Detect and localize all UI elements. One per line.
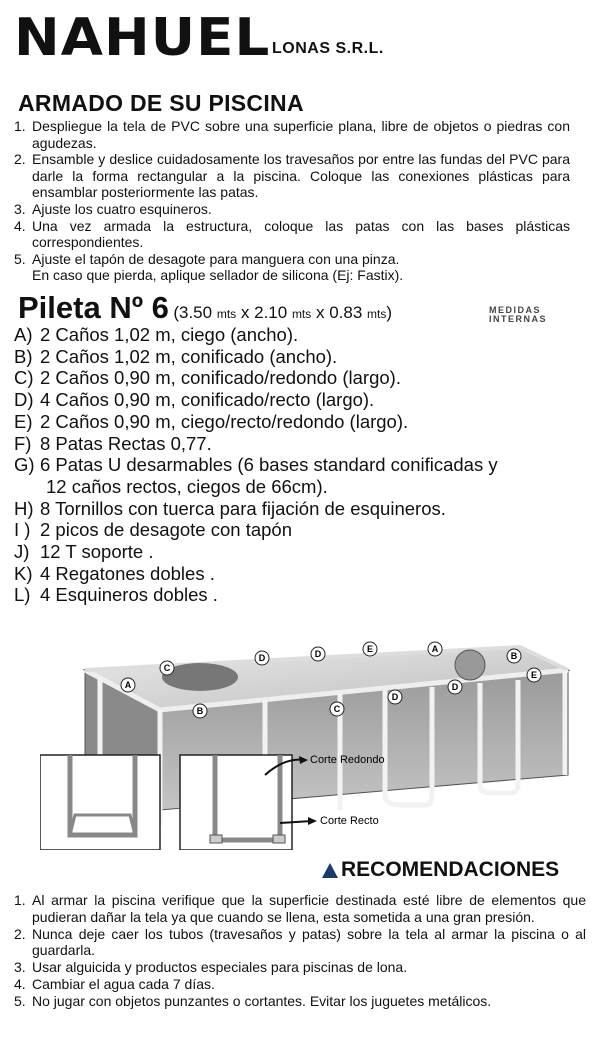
- part-text: 2 Caños 0,90 m, conificado/redondo (largo).: [40, 367, 401, 389]
- marker-label: A: [124, 680, 132, 690]
- list-item: [14, 251, 570, 268]
- reco-number: 5.: [14, 992, 26, 1009]
- arrow-head-icon: [308, 817, 317, 825]
- part-key: K): [14, 562, 33, 584]
- step-number: 2.: [14, 151, 26, 168]
- step-text: Una vez armada la estructura, coloque las patas con las bases plásticas correspondientes.: [32, 217, 570, 251]
- reco-text: Cambiar el agua cada 7 días.: [32, 975, 215, 992]
- marker-c: [330, 702, 344, 716]
- unit: mts: [367, 307, 387, 321]
- marker-label: B: [196, 706, 204, 716]
- part-key: F): [14, 432, 32, 454]
- list-item: [14, 926, 586, 960]
- marker-b: [193, 704, 207, 718]
- list-item: [14, 367, 584, 389]
- step-text: Ensamble y deslice cuidadosamente los travesaños por entre las fundas del PVC para darle la forma rectangular a la piscina. Coloque las conexiones plásticas para ensamblar posteriormente las patas.: [32, 151, 570, 201]
- step-text: Despliegue la tela de PVC sobre una superficie plana, libre de objetos o piedras con agudezas.: [32, 118, 570, 151]
- unit: mts: [291, 307, 312, 321]
- marker-label: D: [451, 682, 459, 692]
- marker-e: [527, 668, 541, 682]
- pileta-dimensions: [173, 303, 392, 322]
- list-item: [14, 433, 584, 455]
- brand-logo: NAHUEL: [14, 8, 271, 68]
- part-key: D): [14, 389, 34, 411]
- list-item: [14, 218, 570, 251]
- list-item: [14, 476, 584, 498]
- triangle-icon: [322, 863, 338, 878]
- list-item: [14, 151, 570, 201]
- reco-text: Usar alguicida y productos especiales para piscinas de lona.: [32, 959, 408, 976]
- marker-label: D: [314, 649, 322, 659]
- pool-illustration: [40, 625, 575, 850]
- list-item: [14, 519, 584, 541]
- part-text: 12 T soporte .: [40, 541, 154, 563]
- marker-c: [160, 661, 174, 675]
- dims-open: (3.50: [173, 303, 217, 322]
- marker-d: [255, 651, 269, 665]
- step-number: 3.: [14, 200, 26, 217]
- list-item: [14, 892, 586, 926]
- list-item: [14, 454, 584, 476]
- part-key: H): [14, 497, 34, 519]
- detail-box-round: [40, 755, 160, 850]
- part-text: 2 Caños 1,02 m, ciego (ancho).: [40, 324, 299, 345]
- marker-label: C: [333, 704, 341, 714]
- part-key: E): [14, 410, 33, 432]
- marker-label: D: [391, 692, 399, 702]
- part-text: 2 Caños 1,02 m, conificado (ancho).: [40, 345, 338, 367]
- parts-list: [14, 324, 584, 606]
- marker-d: [311, 647, 325, 661]
- marker-label: C: [163, 663, 171, 673]
- marker-label: E: [366, 644, 374, 654]
- marker-a: [428, 642, 442, 656]
- detail-box-straight: [180, 755, 292, 850]
- part-text: 8 Tornillos con tuerca para fijación de esquineros.: [40, 497, 446, 519]
- part-key: G): [14, 454, 35, 476]
- dims-x1: x 2.10: [236, 303, 292, 322]
- step-number: 4.: [14, 217, 26, 234]
- marker-label: B: [510, 651, 518, 661]
- reco-text: Al armar la piscina verifique que la superficie destinada esté libre de elementos que pudieran dañar la tela ya que cuando se llena, esta sometida a una gran presión.: [32, 892, 586, 925]
- pileta-heading: [18, 290, 392, 326]
- part-key: L): [14, 584, 31, 606]
- marker-a: [121, 678, 135, 692]
- dims-close: ): [386, 303, 393, 322]
- part-text: 12 caños rectos, ciegos de 66cm).: [46, 475, 328, 497]
- step-number: 1.: [14, 118, 26, 134]
- section-title: ARMADO DE SU PISCINA: [18, 90, 304, 116]
- marker-d: [388, 690, 402, 704]
- medidas-line-1: MEDIDAS: [489, 305, 542, 315]
- recommendations-heading: [322, 858, 559, 882]
- reco-number: 2.: [14, 925, 26, 942]
- marker-b: [507, 649, 521, 663]
- part-text: 6 Patas U desarmables (6 bases standard conificadas y: [40, 454, 498, 476]
- recommendations-title: RECOMENDACIONES: [341, 858, 560, 881]
- part-key: I ): [14, 519, 31, 541]
- dims-x2: x 0.83: [311, 303, 368, 322]
- marker-label: D: [258, 653, 266, 663]
- list-item: [14, 584, 584, 606]
- company-name: LONAS S.R.L.: [272, 40, 384, 57]
- pileta-title: Pileta Nº 6: [18, 290, 169, 325]
- assembly-steps: [14, 118, 570, 284]
- part-text: 4 Regatones dobles .: [40, 562, 215, 584]
- list-item: [14, 324, 584, 346]
- step-text: Ajuste los cuatro esquineros.: [32, 200, 212, 217]
- part-key: A): [14, 324, 33, 345]
- part-text: 8 Patas Rectas 0,77.: [40, 432, 212, 454]
- part-text: 4 Caños 0,90 m, conificado/recto (largo).: [40, 389, 375, 411]
- marker-e: [363, 642, 377, 656]
- list-item: [14, 346, 584, 368]
- list-item: [14, 118, 570, 151]
- beach-ball: [455, 650, 485, 680]
- list-item: [14, 976, 586, 993]
- list-item: [14, 993, 586, 1010]
- list-item: [14, 563, 584, 585]
- list-item: [14, 411, 584, 433]
- list-item: [14, 959, 586, 976]
- unit: mts: [216, 307, 237, 321]
- reco-number: 3.: [14, 959, 26, 976]
- step-number: 5.: [14, 250, 26, 267]
- part-key: J): [14, 541, 30, 563]
- part-text: 2 picos de desagote con tapón: [40, 519, 292, 541]
- part-key: B): [14, 345, 33, 367]
- medidas-line-2: INTERNAS: [489, 314, 548, 324]
- list-item: [14, 498, 584, 520]
- reco-number: 4.: [14, 975, 26, 992]
- list-item: [14, 201, 570, 218]
- medidas-internas-label: [489, 306, 547, 324]
- list-item: [14, 389, 584, 411]
- step-note: En caso que pierda, aplique sellador de silicona (Ej: Fastix).: [32, 267, 404, 284]
- part-text: 4 Esquineros dobles .: [40, 584, 218, 606]
- recommendations-list: [14, 892, 586, 1010]
- reco-text: No jugar con objetos punzantes o cortantes. Evitar los juguetes metálicos.: [32, 992, 492, 1009]
- reco-number: 1.: [14, 892, 26, 908]
- part-key: [14, 476, 40, 498]
- marker-label: E: [530, 670, 538, 680]
- callout-straight: Corte Recto: [320, 815, 379, 827]
- part-text: 2 Caños 0,90 m, ciego/recto/redondo (largo).: [40, 410, 409, 432]
- list-item: [14, 541, 584, 563]
- marker-label: A: [431, 644, 439, 654]
- step-text: Ajuste el tapón de desagote para manguera con una pinza.: [32, 250, 400, 267]
- reco-text: Nunca deje caer los tubos (travesaños y patas) sobre la tela al armar la piscina o al guardarla.: [32, 925, 586, 959]
- marker-d: [448, 680, 462, 694]
- part-key: C): [14, 367, 34, 389]
- callout-round: Corte Redondo: [310, 754, 385, 766]
